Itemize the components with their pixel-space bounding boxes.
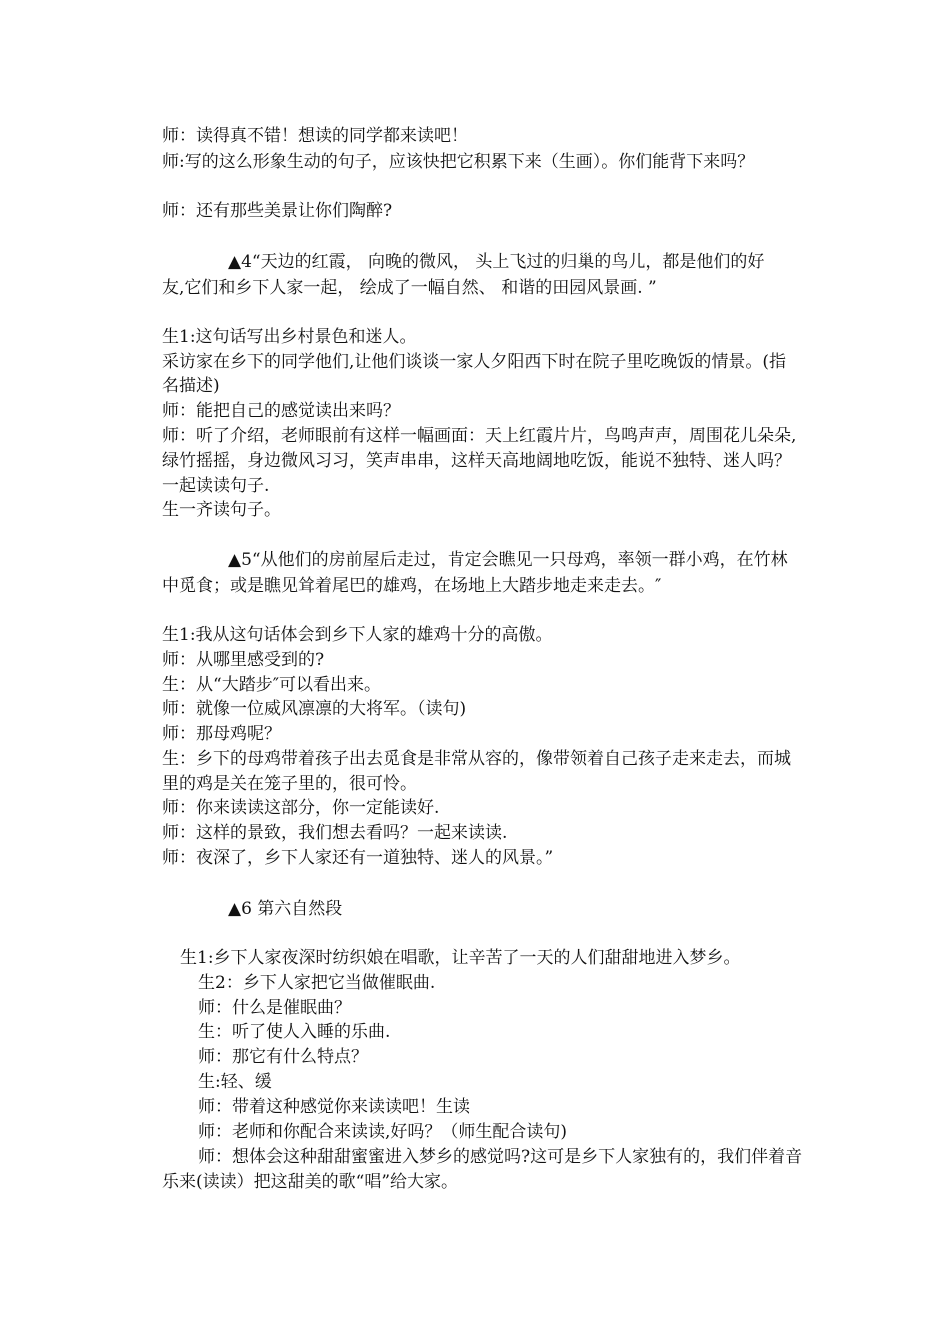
text-line: 生：听了使人入睡的乐曲. bbox=[198, 1022, 391, 1042]
text-line: ▲5“从他们的房前屋后走过，肯定会瞧见一只母鸡，率领一群小鸡，在竹林 bbox=[228, 550, 788, 570]
text-line: 生：乡下的母鸡带着孩子出去觅食是非常从容的，像带领着自己孩子走来走去，而城 bbox=[162, 749, 791, 769]
text-line: ▲4“天边的红霞， 向晚的微风， 头上飞过的归巢的鸟儿，都是他们的好 bbox=[228, 252, 765, 272]
text-line: 友,它们和乡下人家一起， 绘成了一幅自然、 和谐的田园风景画. ” bbox=[162, 278, 657, 298]
text-line: 师：那母鸡呢？ bbox=[162, 724, 281, 744]
text-line: 中觅食；或是瞧见耸着尾巴的雄鸡，在场地上大踏步地走来走去。″ bbox=[162, 576, 662, 596]
text-line: 师：那它有什么特点？ bbox=[198, 1047, 368, 1067]
text-line: ▲6 第六自然段 bbox=[228, 899, 343, 919]
text-line: 生1:这句话写出乡村景色和迷人。 bbox=[162, 327, 417, 347]
text-line: 师：能把自己的感觉读出来吗？ bbox=[162, 401, 400, 421]
text-line: 师：就像一位威风凛凛的大将军。（读句) bbox=[162, 699, 467, 719]
text-line: 生一齐读句子。 bbox=[162, 500, 281, 520]
text-line: 师：听了介绍，老师眼前有这样一幅画面：天上红霞片片，鸟鸣声声，周围花儿朵朵, bbox=[162, 426, 797, 446]
text-line: 一起读读句子. bbox=[162, 476, 270, 496]
text-line: 师：想体会这种甜甜蜜蜜进入梦乡的感觉吗?这可是乡下人家独有的，我们伴着音 bbox=[198, 1147, 803, 1167]
text-line: 师：你来读读这部分，你一定能读好. bbox=[162, 798, 440, 818]
text-line: 师：什么是催眠曲？ bbox=[198, 998, 351, 1018]
text-line: 师：从哪里感受到的? bbox=[162, 650, 325, 670]
text-line: 名描述) bbox=[162, 376, 220, 396]
text-line: 师：读得真不错！想读的同学都来读吧！ bbox=[162, 126, 468, 146]
text-line: 生1:乡下人家夜深时纺织娘在唱歌，让辛苦了一天的人们甜甜地进入梦乡。 bbox=[180, 948, 741, 968]
text-line: 师：老师和你配合来读读,好吗？（师生配合读句) bbox=[198, 1122, 568, 1142]
text-line: 师：带着这种感觉你来读读吧！生读 bbox=[198, 1097, 470, 1117]
text-line: 里的鸡是关在笼子里的，很可怜。 bbox=[162, 774, 417, 794]
text-line: 乐来(读读）把这甜美的歌“唱”给大家。 bbox=[162, 1172, 459, 1192]
text-line: 采访家在乡下的同学他们,让他们谈谈一家人夕阳西下时在院子里吃晚饭的情景。(指 bbox=[162, 352, 787, 372]
text-line: 生2：乡下人家把它当做催眠曲. bbox=[198, 973, 436, 993]
text-line: 师：还有那些美景让你们陶醉? bbox=[162, 201, 393, 221]
text-line: 师：这样的景致，我们想去看吗？一起来读读. bbox=[162, 823, 508, 843]
text-line: 师:写的这么形象生动的句子，应该快把它积累下来（生画）。你们能背下来吗？ bbox=[162, 152, 755, 172]
text-line: 生:轻、缓 bbox=[198, 1072, 272, 1092]
text-line: 师：夜深了，乡下人家还有一道独特、迷人的风景。” bbox=[162, 848, 554, 868]
text-line: 绿竹摇摇，身边微风习习，笑声串串，这样天高地阔地吃饭，能说不独特、迷人吗？ bbox=[162, 451, 791, 471]
text-line: 生：从“大踏步″可以看出来。 bbox=[162, 675, 382, 695]
text-line: 生1:我从这句话体会到乡下人家的雄鸡十分的高傲。 bbox=[162, 625, 553, 645]
